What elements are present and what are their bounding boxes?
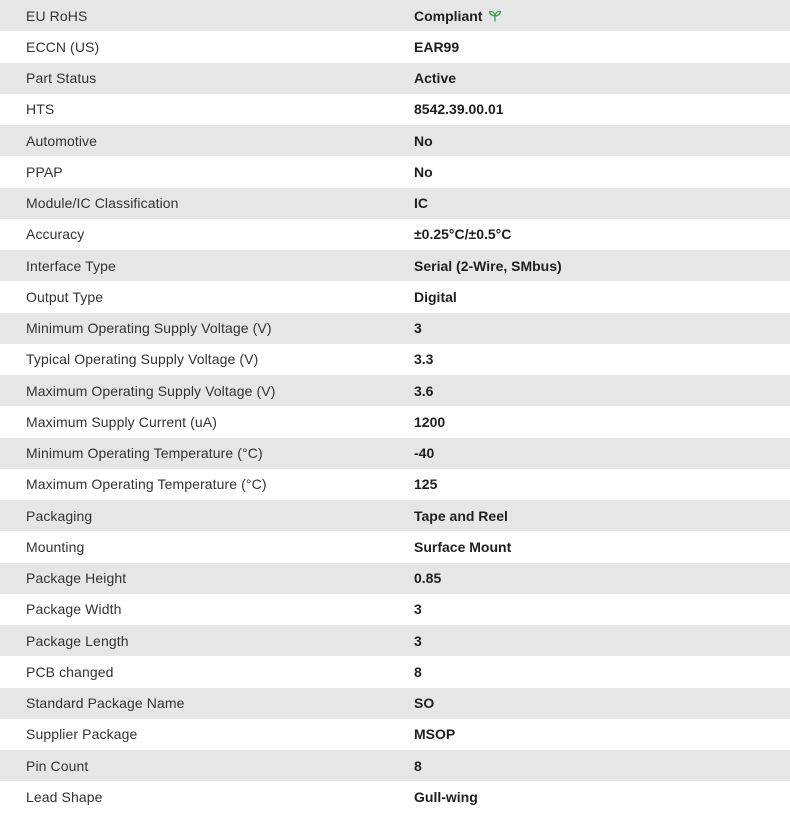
spec-label: Maximum Operating Supply Voltage (V) bbox=[26, 382, 276, 399]
spec-row-part-status bbox=[0, 63, 790, 94]
spec-label: Mounting bbox=[26, 538, 85, 555]
spec-label: Package Width bbox=[26, 601, 122, 618]
spec-value: 125 bbox=[414, 476, 438, 493]
spec-label: Package Length bbox=[26, 632, 129, 649]
spec-label: EU RoHS bbox=[26, 7, 88, 24]
spec-label: Output Type bbox=[26, 288, 104, 305]
spec-value: EAR99 bbox=[414, 38, 460, 55]
spec-value: 3.3 bbox=[414, 351, 434, 368]
spec-row-max-supply-voltage bbox=[0, 375, 790, 406]
spec-label: Part Status bbox=[26, 70, 97, 87]
spec-row-interface-type bbox=[0, 250, 790, 281]
spec-value: MSOP bbox=[414, 726, 456, 743]
spec-label: Module/IC Classification bbox=[26, 195, 179, 212]
spec-label: Minimum Operating Supply Voltage (V) bbox=[26, 320, 272, 337]
spec-row-lead-shape bbox=[0, 781, 790, 812]
spec-row-eu-rohs bbox=[0, 0, 790, 31]
spec-label: Maximum Supply Current (uA) bbox=[26, 413, 217, 430]
spec-label: Lead Shape bbox=[26, 788, 103, 805]
spec-row-ppap bbox=[0, 156, 790, 187]
spec-value: 3 bbox=[414, 632, 422, 649]
leaf-icon bbox=[488, 9, 502, 21]
spec-value: Digital bbox=[414, 288, 457, 305]
spec-label: Interface Type bbox=[26, 257, 116, 274]
spec-value: Tape and Reel bbox=[414, 507, 508, 524]
spec-label: Maximum Operating Temperature (°C) bbox=[26, 476, 267, 493]
spec-value: -40 bbox=[414, 445, 435, 462]
spec-row-hts bbox=[0, 94, 790, 125]
spec-row-accuracy bbox=[0, 219, 790, 250]
spec-row-output-type bbox=[0, 281, 790, 312]
spec-label: HTS bbox=[26, 101, 55, 118]
spec-value: SO bbox=[414, 695, 435, 712]
spec-row-typ-supply-voltage bbox=[0, 344, 790, 375]
spec-row-mounting bbox=[0, 531, 790, 562]
spec-row-classification bbox=[0, 188, 790, 219]
spec-row-packaging bbox=[0, 500, 790, 531]
spec-value: Serial (2-Wire, SMbus) bbox=[414, 257, 562, 274]
spec-value: ±0.25°C/±0.5°C bbox=[414, 226, 512, 243]
spec-label: Standard Package Name bbox=[26, 695, 185, 712]
spec-row-automotive bbox=[0, 125, 790, 156]
spec-label: Packaging bbox=[26, 507, 93, 524]
spec-value: Gull-wing bbox=[414, 788, 478, 805]
spec-label: Automotive bbox=[26, 132, 98, 149]
spec-value: 3.6 bbox=[414, 382, 434, 399]
spec-value: No bbox=[414, 132, 433, 149]
spec-value: 0.85 bbox=[414, 570, 442, 587]
spec-label: PCB changed bbox=[26, 663, 114, 680]
spec-label: PPAP bbox=[26, 163, 63, 180]
spec-value: No bbox=[414, 163, 433, 180]
spec-row-package-width bbox=[0, 594, 790, 625]
spec-value: Surface Mount bbox=[414, 538, 512, 555]
spec-label: Minimum Operating Temperature (°C) bbox=[26, 445, 263, 462]
spec-row-max-supply-current bbox=[0, 406, 790, 437]
spec-value: 1200 bbox=[414, 413, 446, 430]
spec-label: Package Height bbox=[26, 570, 127, 587]
spec-row-eccn bbox=[0, 31, 790, 62]
spec-value: 3 bbox=[414, 601, 422, 618]
spec-value: 8 bbox=[414, 757, 422, 774]
spec-value: 8 bbox=[414, 663, 422, 680]
spec-value: 3 bbox=[414, 320, 422, 337]
spec-label: ECCN (US) bbox=[26, 38, 100, 55]
spec-value: Active bbox=[414, 70, 457, 87]
spec-row-supplier-package bbox=[0, 719, 790, 750]
spec-row-standard-package-name bbox=[0, 688, 790, 719]
spec-label: Accuracy bbox=[26, 226, 85, 243]
spec-row-min-temperature bbox=[0, 438, 790, 469]
spec-row-package-height bbox=[0, 563, 790, 594]
spec-row-pcb-changed bbox=[0, 656, 790, 687]
spec-value: 8542.39.00.01 bbox=[414, 101, 504, 118]
spec-label: Pin Count bbox=[26, 757, 89, 774]
spec-row-max-temperature bbox=[0, 469, 790, 500]
spec-value: Compliant bbox=[414, 7, 483, 24]
spec-row-pin-count bbox=[0, 750, 790, 781]
spec-label: Typical Operating Supply Voltage (V) bbox=[26, 351, 259, 368]
spec-value-cell bbox=[414, 0, 790, 31]
spec-value: IC bbox=[414, 195, 428, 212]
spec-row-package-length bbox=[0, 625, 790, 656]
spec-label: Supplier Package bbox=[26, 726, 138, 743]
spec-row-min-supply-voltage bbox=[0, 313, 790, 344]
